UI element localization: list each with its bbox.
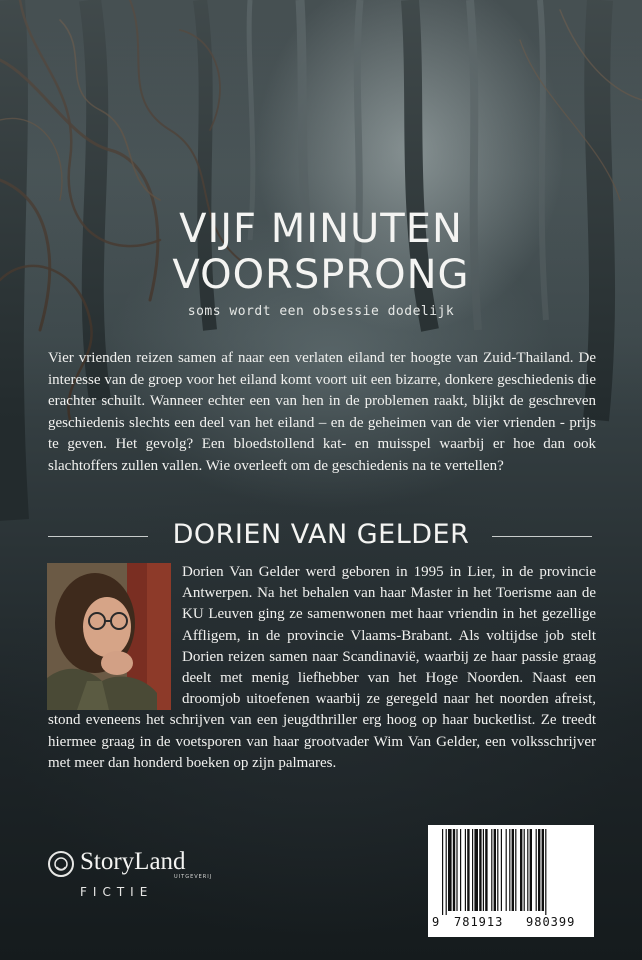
lion-emblem-icon <box>48 851 74 877</box>
barcode-bar <box>509 829 510 911</box>
barcode-bar <box>491 829 492 911</box>
barcode-bar <box>536 829 537 911</box>
barcode-bar <box>538 829 540 911</box>
barcode-bar <box>456 829 457 911</box>
barcode-bar <box>542 829 544 911</box>
barcode-bar <box>460 829 461 911</box>
barcode-bars <box>428 825 594 917</box>
isbn-barcode <box>428 825 594 937</box>
barcode-bar <box>545 829 546 915</box>
barcode-bar <box>512 829 514 911</box>
divider-right <box>492 536 592 537</box>
barcode-bar <box>472 829 473 911</box>
publisher-logo <box>44 845 224 905</box>
author-bio: Dorien Van Gelder werd geboren in 1995 in Lier, in de provincie Antwerpen. Na het behalen van haar Master in het Toerisme aan de KU Leuven ging ze samenwonen met haar vriendin in het gezellige Affligem, in de provincie Vlaams-Brabant. Als voltijdse job stelt Dorien reizen samen naar Scandinavië, waarbij ze haar passie graag deelt met menig liefhebber van het Hoge Noorden. Naast een droomjob uitoefenen waarbij ze geregeld naar het noorden afreist, stond eveneens het schrijven van een jeugdthriller erg hoog op haar bucketlist. Ze treedt hiermee graag in de voetsporen van haar grootvader Wim Van Gelder, een volksschrijver met meer dan honderd boeken op zijn palmares. <box>48 564 596 771</box>
barcode-bar <box>527 829 528 911</box>
book-blurb: Vier vrienden reizen samen af naar een verlaten eiland ter hoogte van Zuid-Thailand. De interesse van de groep voor het eiland komt voort uit een bizarre, donkere geschiedenis die erachter schuilt. Wanneer echter een van hen in de problemen raakt, blijkt de geschreven geschiedenis slechts een deel van het eiland – en de geheimen van de vier vrienden - prijs te geven. Het gevolg? Een bloedstollend kat- en muisspel waarbij er hoe dan ook slachtoffers zullen vallen. Wie overleeft om de geschiedenis na te vertellen? <box>48 350 596 474</box>
barcode-bar <box>530 829 532 911</box>
barcode-bar <box>506 829 507 911</box>
barcode-bar <box>494 829 496 911</box>
barcode-bar <box>520 829 522 911</box>
barcode-bar <box>524 829 525 911</box>
publisher-sub: UITGEVERIJ <box>174 874 213 880</box>
book-title-line-2: VOORSPRONG <box>172 252 470 298</box>
barcode-bar <box>467 829 469 911</box>
barcode-digits-group2: 980399 <box>526 915 576 929</box>
barcode-bar <box>483 829 484 911</box>
barcode-bar <box>479 829 481 911</box>
barcode-bar <box>442 829 443 915</box>
publisher-name: StoryLand <box>80 848 186 875</box>
barcode-bar <box>465 829 466 911</box>
author-photo <box>47 563 171 710</box>
barcode-bar <box>497 829 498 911</box>
barcode-digits-group1: 781913 <box>454 915 504 929</box>
book-title-line-1: VIJF MINUTEN <box>179 206 463 252</box>
barcode-bar <box>501 829 502 911</box>
barcode-bar <box>453 829 455 911</box>
barcode-bar <box>485 829 487 911</box>
barcode-bar <box>446 829 447 915</box>
barcode-digit-first: 9 <box>432 915 440 929</box>
barcode-bar <box>448 829 452 911</box>
barcode-bar <box>515 829 516 911</box>
publisher-genre: FICTIE <box>80 885 154 899</box>
author-heading: DORIEN VAN GELDER <box>172 519 470 550</box>
book-tagline: soms wordt een obsessie dodelijk <box>187 304 455 319</box>
barcode-bar <box>474 829 478 911</box>
